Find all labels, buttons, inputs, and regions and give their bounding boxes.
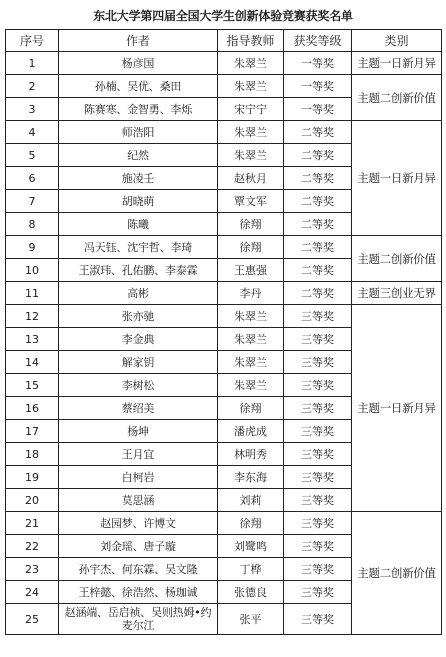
advisor-cell: 朱翠兰 (218, 351, 284, 374)
advisor-cell: 林明秀 (218, 443, 284, 466)
table-row (6, 75, 442, 98)
row-number: 10 (6, 259, 59, 282)
category-cell: 主题一日新月异 (352, 305, 442, 512)
advisor-cell: 张德良 (218, 581, 284, 604)
row-number: 20 (6, 489, 59, 512)
advisor-cell: 朱翠兰 (218, 144, 284, 167)
advisor-cell: 徐翔 (218, 397, 284, 420)
author-cell: 陈赛寒、金智勇、李烁 (59, 98, 218, 121)
author-cell: 胡晓萌 (59, 190, 218, 213)
row-number: 19 (6, 466, 59, 489)
row-number: 5 (6, 144, 59, 167)
advisor-cell: 刘莉 (218, 489, 284, 512)
award-level-cell: 三等奖 (284, 535, 352, 558)
header-level: 获奖等级 (284, 30, 352, 52)
row-number: 6 (6, 167, 59, 190)
row-number: 18 (6, 443, 59, 466)
author-cell: 纪然 (59, 144, 218, 167)
advisor-cell: 覃文军 (218, 190, 284, 213)
award-level-cell: 二等奖 (284, 167, 352, 190)
table-row (6, 121, 442, 144)
row-number: 2 (6, 75, 59, 98)
author-cell: 高彬 (59, 282, 218, 305)
row-number: 8 (6, 213, 59, 236)
advisor-cell: 朱翠兰 (218, 305, 284, 328)
award-level-cell: 三等奖 (284, 351, 352, 374)
advisor-cell: 李丹 (218, 282, 284, 305)
author-cell: 冯天钰、沈宇哲、李琦 (59, 236, 218, 259)
row-number: 21 (6, 512, 59, 535)
table-row (6, 52, 442, 75)
author-cell: 王月宜 (59, 443, 218, 466)
advisor-cell: 朱翠兰 (218, 328, 284, 351)
advisor-cell: 朱翠兰 (218, 121, 284, 144)
award-level-cell: 三等奖 (284, 466, 352, 489)
row-number: 11 (6, 282, 59, 305)
author-cell: 解家钥 (59, 351, 218, 374)
award-level-cell: 一等奖 (284, 75, 352, 98)
award-table-body (6, 52, 442, 635)
author-cell: 王梓懿、徐浩然、杨珈诚 (59, 581, 218, 604)
award-level-cell: 二等奖 (284, 190, 352, 213)
row-number: 15 (6, 374, 59, 397)
author-cell: 蔡绍美 (59, 397, 218, 420)
award-level-cell: 三等奖 (284, 397, 352, 420)
header-row (6, 30, 442, 52)
award-level-cell: 二等奖 (284, 121, 352, 144)
award-level-cell: 三等奖 (284, 512, 352, 535)
row-number: 24 (6, 581, 59, 604)
author-cell: 王淑玮、孔佑鹏、李泰霖 (59, 259, 218, 282)
award-level-cell: 三等奖 (284, 581, 352, 604)
award-level-cell: 三等奖 (284, 374, 352, 397)
author-cell: 刘金瑶、唐子璇 (59, 535, 218, 558)
advisor-cell: 李东海 (218, 466, 284, 489)
header-advisor: 指导教师 (218, 30, 284, 52)
award-level-cell: 三等奖 (284, 443, 352, 466)
row-number: 12 (6, 305, 59, 328)
award-level-cell: 二等奖 (284, 282, 352, 305)
row-number: 9 (6, 236, 59, 259)
award-level-cell: 三等奖 (284, 305, 352, 328)
row-number: 13 (6, 328, 59, 351)
award-level-cell: 二等奖 (284, 259, 352, 282)
author-cell: 李金典 (59, 328, 218, 351)
row-number: 4 (6, 121, 59, 144)
award-level-cell: 一等奖 (284, 52, 352, 75)
award-level-cell: 一等奖 (284, 98, 352, 121)
award-level-cell: 二等奖 (284, 144, 352, 167)
header-category: 类别 (352, 30, 442, 52)
award-level-cell: 三等奖 (284, 328, 352, 351)
author-cell: 师浩阳 (59, 121, 218, 144)
header-no: 序号 (6, 30, 59, 52)
document-title: 东北大学第四届全国大学生创新体验竞赛获奖名单 (93, 9, 353, 23)
advisor-cell: 朱翠兰 (218, 374, 284, 397)
author-cell: 杨坤 (59, 420, 218, 443)
advisor-cell: 朱翠兰 (218, 52, 284, 75)
row-number: 16 (6, 397, 59, 420)
author-cell: 赵园梦、许博文 (59, 512, 218, 535)
advisor-cell: 王惠强 (218, 259, 284, 282)
category-cell: 主题一日新月异 (352, 121, 442, 236)
table-row (6, 236, 442, 259)
header-author: 作者 (59, 30, 218, 52)
author-cell: 莫思涵 (59, 489, 218, 512)
advisor-cell: 宋宁宁 (218, 98, 284, 121)
advisor-cell: 朱翠兰 (218, 75, 284, 98)
award-level-cell: 三等奖 (284, 489, 352, 512)
author-cell: 施凌壬 (59, 167, 218, 190)
author-cell: 李树松 (59, 374, 218, 397)
category-cell: 主题二创新价值 (352, 75, 442, 121)
author-cell: 赵涵端、岳启祯、吴则热姆•约麦尔江 (59, 604, 218, 635)
award-level-cell: 三等奖 (284, 558, 352, 581)
author-cell: 孙宇杰、何东霖、吴文隆 (59, 558, 218, 581)
advisor-cell: 徐翔 (218, 512, 284, 535)
advisor-cell: 徐翔 (218, 236, 284, 259)
author-cell: 杨彦国 (59, 52, 218, 75)
advisor-cell: 赵秋月 (218, 167, 284, 190)
award-level-cell: 三等奖 (284, 604, 352, 635)
row-number: 1 (6, 52, 59, 75)
row-number: 23 (6, 558, 59, 581)
row-number: 22 (6, 535, 59, 558)
category-cell: 主题二创新价值 (352, 236, 442, 282)
award-level-cell: 二等奖 (284, 213, 352, 236)
row-number: 7 (6, 190, 59, 213)
table-row (6, 305, 442, 328)
row-number: 3 (6, 98, 59, 121)
table-row (6, 282, 442, 305)
award-level-cell: 三等奖 (284, 420, 352, 443)
row-number: 17 (6, 420, 59, 443)
award-table (5, 29, 442, 635)
category-cell: 主题一日新月异 (352, 52, 442, 75)
advisor-cell: 丁桦 (218, 558, 284, 581)
author-cell: 孙楠、吴优、桑田 (59, 75, 218, 98)
advisor-cell: 徐翔 (218, 213, 284, 236)
row-number: 25 (6, 604, 59, 635)
advisor-cell: 潘虎成 (218, 420, 284, 443)
advisor-cell: 张平 (218, 604, 284, 635)
author-cell: 张亦驰 (59, 305, 218, 328)
row-number: 14 (6, 351, 59, 374)
category-cell: 主题二创新价值 (352, 512, 442, 635)
award-level-cell: 二等奖 (284, 236, 352, 259)
author-cell: 陈曦 (59, 213, 218, 236)
category-cell: 主题三创业无界 (352, 282, 442, 305)
table-row (6, 512, 442, 535)
author-cell: 白柯岩 (59, 466, 218, 489)
advisor-cell: 刘鹭鸣 (218, 535, 284, 558)
